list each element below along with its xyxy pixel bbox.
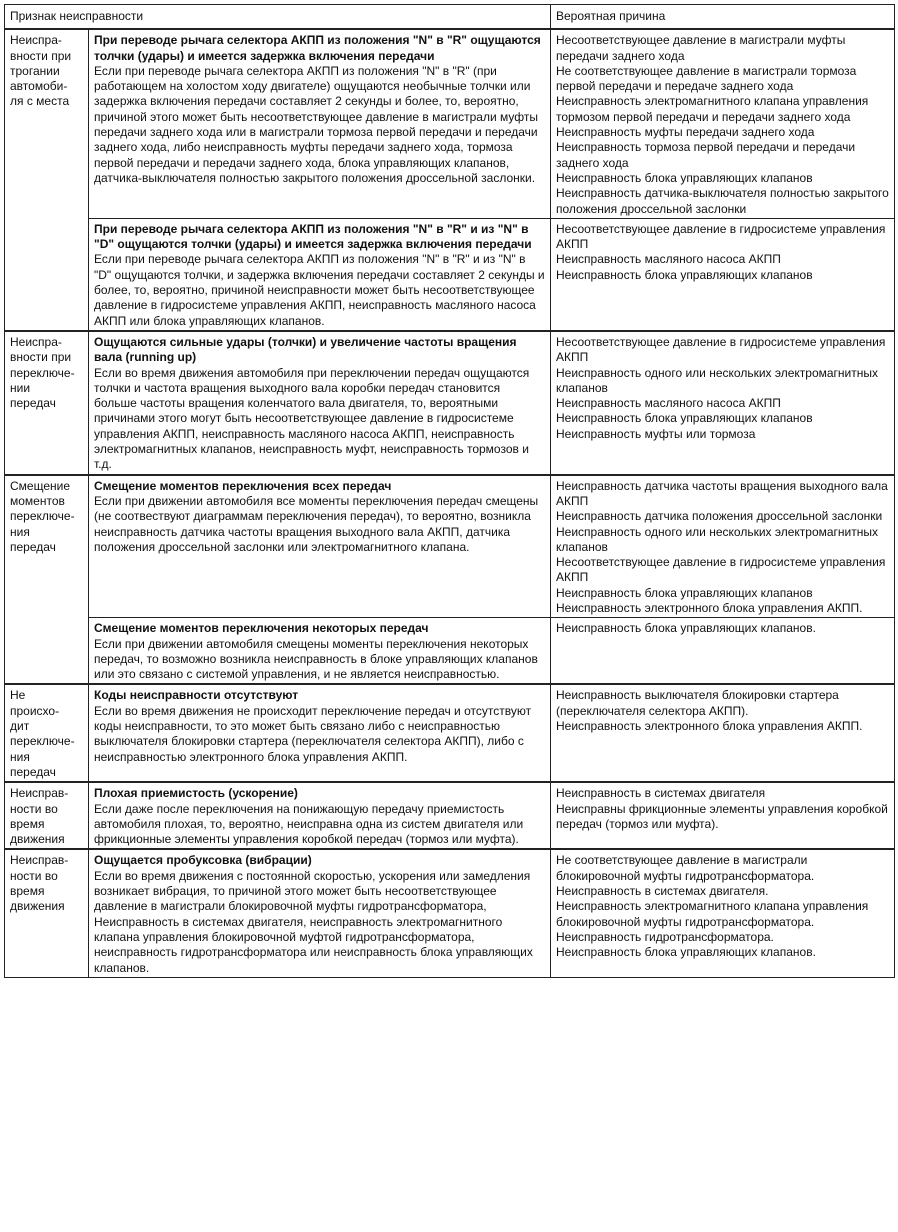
cause-item: Неисправность блока управляющих клапанов	[556, 267, 813, 282]
symptom-text: передач	[10, 764, 56, 779]
symptom-text: переключе-	[10, 509, 75, 524]
symptom-text: Неиспра-	[10, 334, 62, 349]
cause-cell	[551, 684, 895, 782]
fault-description: Если при движении автомобиля смещены моменты переключения некоторых передач, то возможно возникла неисправность в блоке управляющих клапанов или это связано с системой управления, и не является неисправностью.	[94, 636, 538, 682]
description-cell	[89, 782, 551, 849]
fault-description: Если при движении автомобиля все моменты переключения передач смещены (не соотвествуют диаграммам переключения передач), то вероятно, возникла неисправность датчика частоты вращения выходного вала АКПП, датчика положения дроссельной заслонки или электромагнитного клапана.	[94, 493, 539, 554]
symptom-text: трогании	[10, 63, 60, 78]
cause-cell	[551, 849, 895, 977]
cause-item: Неисправны фрикционные элементы управления коробкой передач (тормоз или муфта).	[556, 801, 888, 831]
symptom-text: время	[10, 816, 45, 831]
fault-description: Если при переводе рычага селектора АКПП из положения "N" в "R" и из "N" в "D" ощущаются толчки, и задержка включения передачи составляет 2 секунды и более, то, вероятно, причиной неисправности может быть несоответствующее давление в гидросистеме управления АКПП, неисправность масляного насоса АКПП или блока управляющих клапанов.	[94, 252, 545, 328]
cause-item: Неисправность блока управляющих клапанов.	[556, 621, 816, 636]
cause-item: Неисправность муфты или тормоза	[556, 426, 756, 441]
symptom-text: ния	[10, 524, 30, 539]
table-row	[5, 331, 895, 475]
symptom-text: Неисправ-	[10, 853, 69, 868]
symptom-cell	[5, 849, 89, 977]
cause-item: Несоответствующее давление в магистрали муфты передачи заднего хода	[556, 33, 846, 63]
cause-item: Неисправность датчика-выключателя полностью закрытого положения дроссельной заслонки	[556, 186, 889, 216]
symptom-text: происхо-	[10, 703, 60, 718]
cause-item: Неисправность электронного блока управления АКПП.	[556, 600, 863, 615]
cause-cell	[551, 331, 895, 475]
description-cell	[89, 218, 551, 331]
cause-cell	[551, 29, 895, 218]
cause-item: Неисправность блока управляющих клапанов	[556, 170, 813, 185]
symptom-cell	[5, 331, 89, 475]
symptom-cell	[5, 29, 89, 331]
cause-item: Неисправность в системах двигателя	[556, 786, 766, 801]
symptom-cell	[5, 475, 89, 685]
fault-title: Смещение моментов переключения некоторых передач	[94, 621, 429, 636]
cause-item: Несоответствующее давление в гидросистеме управления АКПП	[556, 221, 886, 252]
header-symptom: Признак неисправности	[5, 5, 551, 30]
cause-item: Не соответствующее давление в магистрали блокировочной муфты гидротрансформатора.	[556, 853, 815, 883]
fault-table	[4, 4, 895, 978]
symptom-text: ности во	[10, 868, 58, 883]
table-row	[5, 29, 895, 218]
description-cell	[89, 475, 551, 618]
symptom-text: дит	[10, 719, 30, 734]
symptom-text: Неисправ-	[10, 786, 69, 801]
symptom-text: ля с места	[10, 94, 70, 109]
fault-description: Если во время движения автомобиля при переключении передач ощущаются толчки и частота вращения выходного вала коробки передач становится больше частоты вращения коленчатого вала двигателя, то, вероятными причинами этого могут быть несоответствующее давление в гидросистеме управления АКПП, неисправность масляного насоса АКПП, неисправность электромагнитных клапанов, неисправность муфт, неисправность тормозов и т.д.	[94, 365, 530, 472]
symptom-text: движения	[10, 832, 65, 847]
description-cell	[89, 618, 551, 685]
cause-item: Неисправность гидротрансформатора.	[556, 929, 774, 944]
cause-item: Неисправность одного или нескольких электромагнитных клапанов	[556, 524, 879, 554]
table-row	[5, 849, 895, 977]
fault-title: Ощущаются сильные удары (толчки) и увеличение частоты вращения вала (running up)	[94, 334, 517, 365]
fault-title: Ощущается пробуксовка (вибрации)	[94, 853, 312, 868]
cause-item: Неисправность блока управляющих клапанов	[556, 411, 813, 426]
table-row	[5, 618, 895, 685]
cause-cell	[551, 218, 895, 331]
symptom-cell	[5, 782, 89, 849]
cause-item: Несоответствующее давление в гидросистеме управления АКПП	[556, 555, 886, 585]
header-cause: Вероятная причина	[551, 5, 895, 30]
cause-item: Неисправность масляного насоса АКПП	[556, 396, 781, 411]
table-row	[5, 218, 895, 331]
description-cell	[89, 849, 551, 977]
cause-cell	[551, 475, 895, 618]
table-row	[5, 684, 895, 782]
cause-item: Неисправность электромагнитного клапана управления тормозом первой передачи и передачи заднего хода	[556, 94, 869, 124]
fault-description: Если при переводе рычага селектора АКПП из положения "N" в "R" (при работающем на холостом ходу двигателе) ощущаются необычные толчки или задержка включения передачи составляет 2 секунды и более, то, вероятно, причиной этого может быть несоответствующее давление в магистрали муфты передачи заднего хода или в магистрали тормоза первой передачи и передачи заднего хода, либо неисправность муфты передачи заднего хода, тормоза первой передачи и передачи заднего хода, блока управляющих клапанов, датчика-выключателя полностью закрытого положения дроссельной заслонки.	[94, 63, 538, 185]
cause-item: Не соответствующее давление в магистрали тормоза первой передачи и передаче заднего хода	[556, 63, 857, 94]
symptom-text: ния	[10, 749, 30, 764]
symptom-text: Не	[10, 688, 26, 703]
fault-title: При переводе рычага селектора АКПП из положения "N" в "R" ощущаются толчки (удары) и имеется задержка включения передачи	[94, 33, 541, 63]
symptom-text: автомоби-	[10, 79, 68, 94]
cause-item: Неисправность одного или нескольких электромагнитных клапанов	[556, 365, 879, 395]
description-cell	[89, 331, 551, 475]
cause-item: Неисправность датчика положения дроссельной заслонки	[556, 509, 883, 524]
cause-item: Неисправность выключателя блокировки стартера (переключателя селектора АКПП).	[556, 688, 839, 718]
fault-title: Плохая приемистость (ускорение)	[94, 786, 298, 801]
fault-title: При переводе рычага селектора АКПП из положения "N" в "R" и из "N" в "D" ощущаются толчки (удары) и имеется задержка включения передачи	[94, 221, 532, 252]
cause-item: Неисправность в системах двигателя.	[556, 884, 769, 899]
cause-item: Неисправность датчика частоты вращения выходного вала АКПП	[556, 478, 888, 508]
symptom-text: ности во	[10, 801, 58, 816]
cause-item: Неисправность муфты передачи заднего хода	[556, 125, 815, 140]
symptom-text: Неиспра-	[10, 33, 62, 48]
symptom-text: время	[10, 884, 45, 899]
symptom-text: движения	[10, 899, 65, 914]
description-cell	[89, 29, 551, 218]
description-cell	[89, 684, 551, 782]
cause-item: Неисправность электромагнитного клапана управления блокировочной муфты гидротрансформатора.	[556, 899, 869, 929]
fault-description: Если даже после переключения на понижающую передачу приемистость автомобиля плохая, то, вероятно, неисправна одна из систем двигателя или фрикционные элементы управления коробкой передач (тормоз или муфта).	[94, 801, 524, 847]
cause-item: Неисправность масляного насоса АКПП	[556, 252, 781, 267]
symptom-text: передач	[10, 539, 56, 554]
fault-table-body	[5, 29, 895, 977]
symptom-text: передач	[10, 396, 56, 411]
fault-description: Если во время движения с постоянной скоростью, ускорения или замедления возникает вибрация, то причиной этого может быть несоответствующее давление в магистрали блокировочной муфты гидротрансформатора, Неисправность в системах двигателя, неисправность электромагнитного клапана управления блокировочной муфтой гидротрансформатора, неисправность гидротрансформатора или неисправность блока управляющих клапанов.	[94, 868, 533, 975]
symptom-text: нии	[10, 380, 31, 395]
cause-item: Неисправность электронного блока управления АКПП.	[556, 719, 863, 734]
table-row	[5, 475, 895, 618]
symptom-text: вности при	[10, 48, 72, 63]
cause-cell	[551, 618, 895, 685]
cause-item: Неисправность тормоза первой передачи и передачи заднего хода	[556, 140, 856, 170]
cause-item: Несоответствующее давление в гидросистеме управления АКПП	[556, 334, 886, 365]
fault-description: Если во время движения не происходит переключение передач и отсутствуют коды неисправности, то это может быть связано либо с неисправностью выключателя блокировки стартера (переключателя селектора АКПП), либо с неисправностью электронного блока управления АКПП.	[94, 703, 532, 764]
cause-item: Неисправность блока управляющих клапанов	[556, 585, 813, 600]
fault-title: Смещение моментов переключения всех передач	[94, 478, 392, 493]
cause-item: Неисправность блока управляющих клапанов.	[556, 945, 816, 960]
symptom-text: Смещение	[10, 478, 71, 493]
symptom-cell	[5, 684, 89, 782]
symptom-text: переключе-	[10, 365, 75, 380]
cause-cell	[551, 782, 895, 849]
symptom-text: переключе-	[10, 734, 75, 749]
fault-title: Коды неисправности отсутствуют	[94, 688, 299, 703]
header-row	[5, 5, 895, 30]
symptom-text: вности при	[10, 350, 72, 365]
table-row	[5, 782, 895, 849]
symptom-text: моментов	[10, 493, 65, 508]
